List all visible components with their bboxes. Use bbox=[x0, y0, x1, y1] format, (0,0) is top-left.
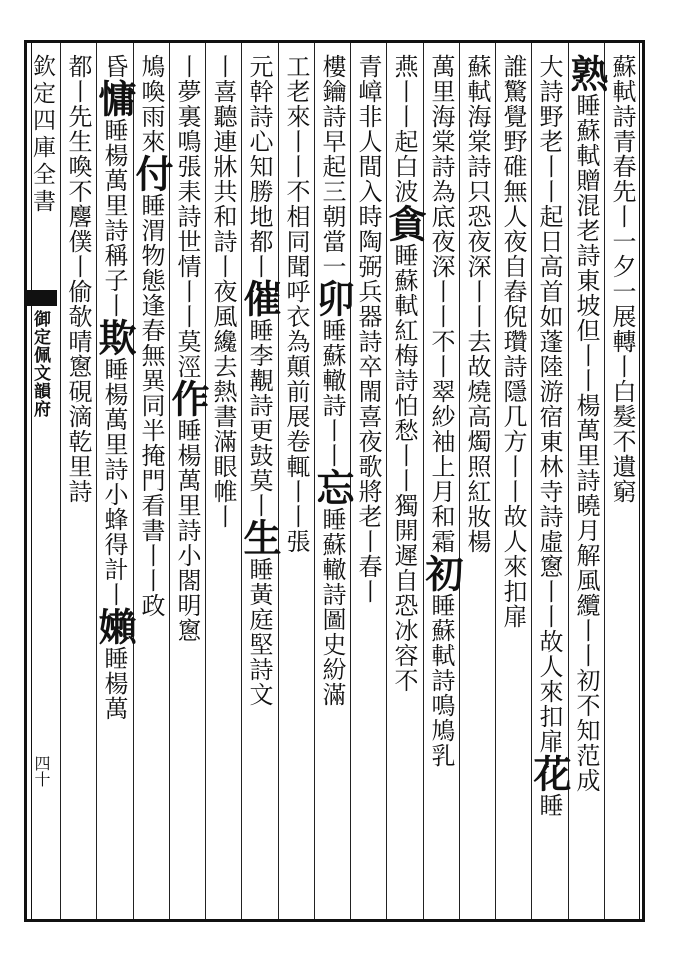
headword: 嬾 bbox=[92, 607, 137, 646]
text-column bbox=[281, 54, 311, 554]
column-rule bbox=[423, 43, 424, 919]
column-text: 睡楊萬 bbox=[100, 646, 128, 721]
column-rule bbox=[241, 43, 242, 919]
column-rule bbox=[278, 43, 279, 919]
headword: 花 bbox=[527, 754, 572, 793]
column-text: 蘇軾詩青春先丨一夕一展轉丨白髮不遺窮 bbox=[608, 54, 636, 504]
column-text: 元幹詩心知勝地都丨 bbox=[245, 54, 273, 279]
column-text: 睡楊萬里詩小蜂得計丨 bbox=[100, 357, 128, 607]
text-column bbox=[208, 54, 238, 529]
folio-number: 四十 bbox=[32, 755, 51, 787]
headword: 作 bbox=[165, 379, 210, 418]
column-text: 大詩野老丨丨起日高首如蓬陸游宿東林寺詩虛窻丨丨故人來扣扉 bbox=[535, 54, 563, 754]
column-text: 燕丨丨起白波 bbox=[390, 54, 418, 204]
column-text: 睡蘇軾贈混老詩東坡但丨丨楊萬里詩曉月解風纜丨丨初不知范成 bbox=[572, 93, 600, 793]
column-text: 都丨先生喚不麐僕丨偷欹晴窻硯滴乾里詩 bbox=[64, 54, 92, 504]
margin-book-title: 御定佩文韻府 bbox=[30, 310, 50, 418]
column-text: 誰驚覺野碓無人夜自舂倪瓚詩隱几方丨丨故人來扣扉 bbox=[499, 54, 527, 629]
column-text: 萬里海棠詩為底夜深丨丨不丨翠紗袖上月和霜 bbox=[427, 54, 455, 554]
text-column bbox=[310, 54, 355, 707]
column-rule bbox=[386, 43, 387, 919]
text-column bbox=[129, 54, 174, 618]
text-column bbox=[462, 54, 492, 554]
column-text: 睡李覯詩更鼓莫丨 bbox=[245, 318, 273, 518]
column-text: 昏 bbox=[100, 54, 128, 79]
column-rule bbox=[495, 43, 496, 919]
column-rule bbox=[60, 43, 61, 919]
text-column bbox=[237, 54, 282, 707]
headword: 忘 bbox=[310, 468, 355, 507]
text-column bbox=[419, 54, 464, 768]
text-column bbox=[382, 54, 427, 693]
column-text: 睡楊萬里詩稱子丨 bbox=[100, 118, 128, 318]
column-text: 睡蘇軾詩鳴鳩乳 bbox=[427, 593, 455, 768]
headword: 貪 bbox=[382, 204, 427, 243]
margin-title: 欽定四庫全書 bbox=[29, 54, 55, 216]
text-column bbox=[353, 54, 383, 604]
text-column bbox=[498, 54, 528, 629]
column-rule bbox=[96, 43, 97, 919]
column-text: 樓鑰詩早起三朝當一 bbox=[318, 54, 346, 279]
column-text: 睡 bbox=[535, 793, 563, 818]
column-text: 睡蘇轍詩圖史紛滿 bbox=[318, 507, 346, 707]
text-column bbox=[165, 54, 210, 643]
text-column bbox=[564, 54, 609, 793]
fishtail-mark bbox=[25, 290, 57, 306]
column-text: 蘇軾海棠詩只恐夜深丨丨去故燒高燭照紅妝楊 bbox=[463, 54, 491, 554]
column-text: 丨喜聽連牀共和詩丨夜風纔去熱書滿眼帷丨 bbox=[209, 54, 237, 529]
headword: 初 bbox=[419, 554, 464, 593]
column-text: 青嶂非人間入時陶弼兵器詩卒閙喜夜歌將老丨春丨 bbox=[354, 54, 382, 604]
column-text: 睡楊萬里詩小閤明窻 bbox=[173, 418, 201, 643]
headword: 熟 bbox=[564, 54, 609, 93]
column-text: 睡黃庭堅詩文 bbox=[245, 557, 273, 707]
column-text: 工老來丨丨不相同聞呼衣為顛前展卷輒丨丨張 bbox=[282, 54, 310, 554]
headword: 催 bbox=[237, 279, 282, 318]
text-column bbox=[527, 54, 572, 818]
column-rule bbox=[205, 43, 206, 919]
text-column bbox=[63, 54, 93, 504]
headword: 欺 bbox=[92, 318, 137, 357]
column-rule bbox=[604, 43, 605, 919]
headword: 付 bbox=[129, 154, 174, 193]
headword: 卯 bbox=[310, 279, 355, 318]
text-column bbox=[607, 54, 637, 504]
text-column bbox=[92, 54, 137, 721]
column-text: 睡蘇軾紅梅詩怕愁丨丨獨開遲自恐冰容不 bbox=[390, 243, 418, 693]
column-text: 鳩喚雨來 bbox=[137, 54, 165, 154]
headword: 生 bbox=[237, 518, 282, 557]
column-text: 丨夢裏鳴張耒詩世情丨丨莫涇 bbox=[173, 54, 201, 379]
column-text: 睡渭物態逢春無異同半掩門看書丨丨政 bbox=[137, 193, 165, 618]
column-rule bbox=[459, 43, 460, 919]
column-text: 睡蘇轍詩丨丨 bbox=[318, 318, 346, 468]
headword: 慵 bbox=[92, 79, 137, 118]
